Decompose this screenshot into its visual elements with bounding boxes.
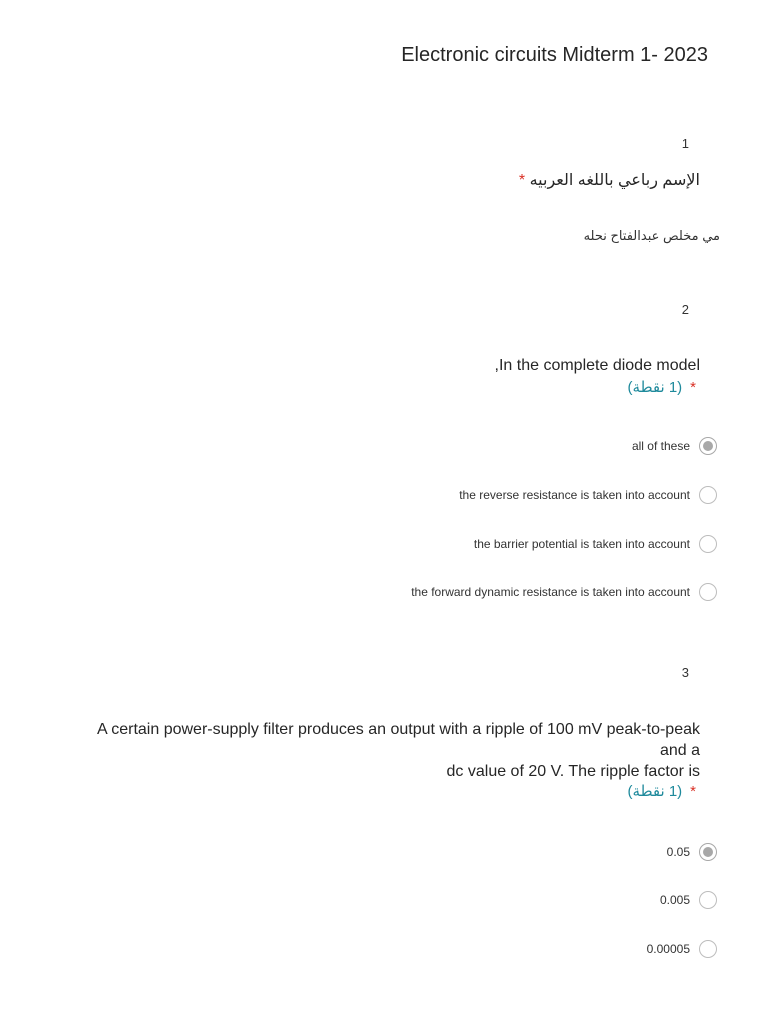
question-3-number: 3 [681, 665, 689, 680]
option-label: the barrier potential is taken into account [473, 537, 690, 551]
required-mark: * [518, 172, 526, 189]
question-1-answer: مي مخلص عبدالفتاح نحله [583, 228, 720, 243]
form-title: Electronic circuits Midterm 1- 2023 [401, 44, 708, 66]
radio-button-selected[interactable] [699, 437, 717, 455]
option-all-of-these[interactable] [632, 437, 717, 455]
points-label: (1 نقطة) [627, 783, 683, 800]
points-label: (1 نقطة) [627, 379, 683, 396]
option-label: 0.00005 [646, 942, 690, 956]
option-label: 0.005 [659, 893, 690, 907]
required-mark: * [690, 379, 696, 396]
option-label: the reverse resistance is taken into account [459, 488, 690, 502]
option-label: 0.05 [666, 845, 690, 859]
option-reverse-resistance[interactable] [459, 486, 717, 504]
option-forward-resistance[interactable] [411, 583, 717, 601]
question-1-label: الإسم رباعي باللغه العربيه [529, 172, 700, 189]
radio-button[interactable] [699, 486, 717, 504]
question-1-text [519, 170, 700, 191]
radio-button[interactable] [699, 535, 717, 553]
question-2-number: 2 [681, 302, 689, 317]
option-0-00005[interactable] [647, 940, 717, 958]
question-1-number: 1 [681, 136, 689, 151]
question-3-line-3: dc value of 20 V. The ripple factor is [446, 763, 700, 780]
option-0-05[interactable] [667, 843, 717, 861]
radio-button[interactable] [699, 891, 717, 909]
radio-button-selected[interactable] [699, 843, 717, 861]
question-2-points [628, 378, 696, 396]
question-2-text: ,In the complete diode model [494, 357, 700, 374]
question-3-line-2: and a [659, 742, 700, 759]
radio-button[interactable] [699, 583, 717, 601]
option-barrier-potential[interactable] [474, 535, 717, 553]
option-0-005[interactable] [660, 891, 717, 909]
option-label: the forward dynamic resistance is taken into account [411, 585, 690, 599]
question-3-line-1: A certain power-supply filter produces an output with a ripple of 100 mV peak-to-peak [97, 721, 700, 738]
option-label: all of these [631, 439, 690, 453]
required-mark: * [690, 783, 696, 800]
question-3-points [628, 782, 696, 800]
question-3-text [97, 719, 700, 782]
radio-button[interactable] [699, 940, 717, 958]
